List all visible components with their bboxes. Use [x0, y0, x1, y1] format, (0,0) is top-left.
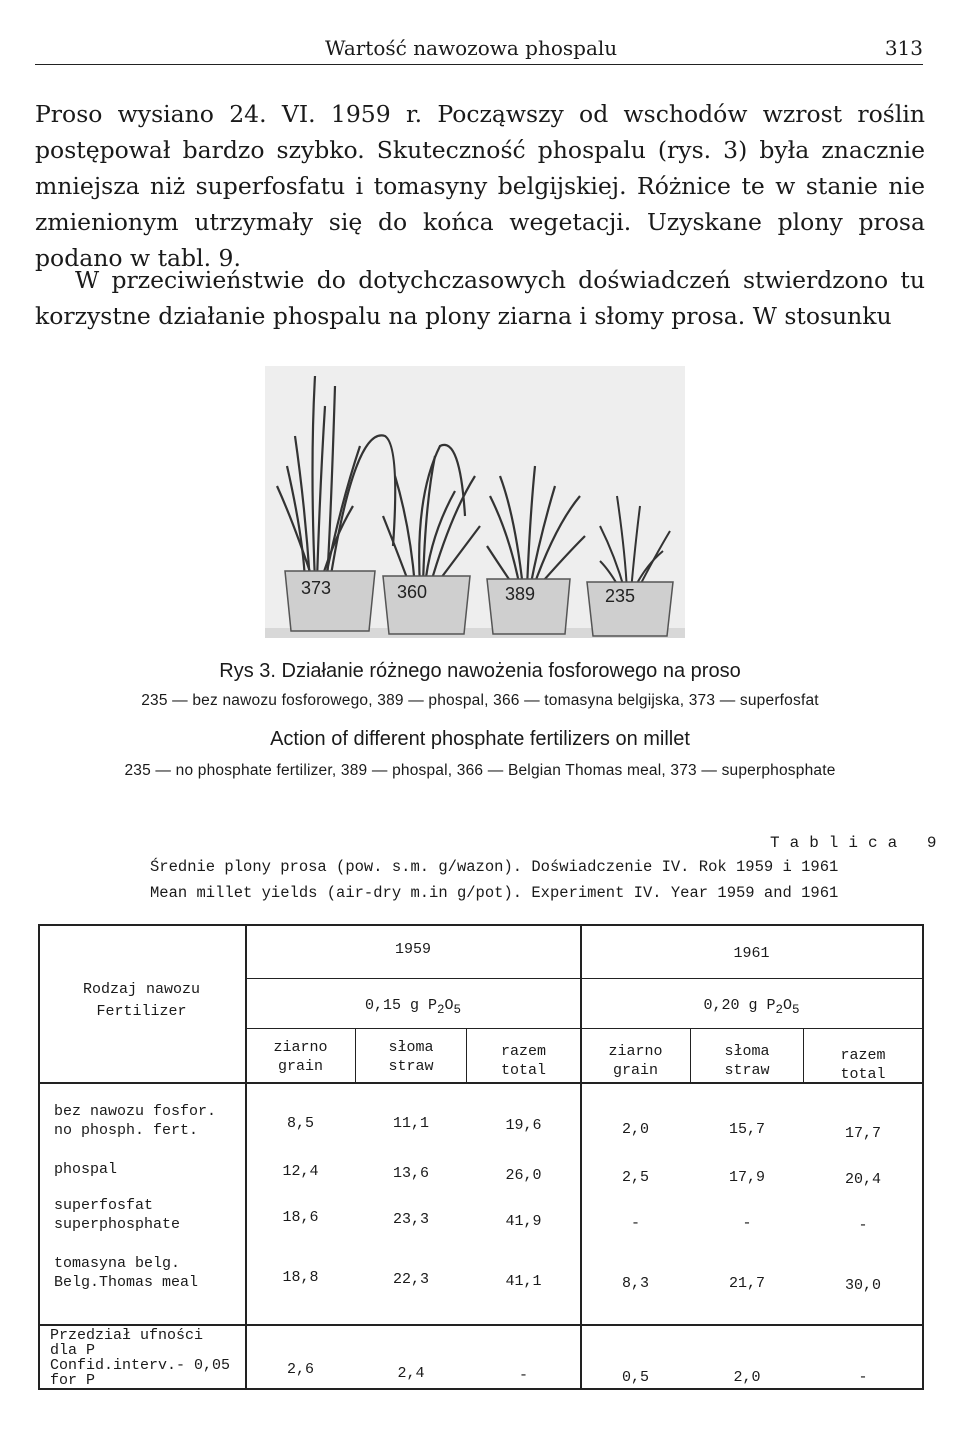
table-cell: 11,1: [392, 1115, 429, 1132]
row-label-no-p: bez nawozu fosfor. no phosph. fert.: [54, 1103, 217, 1139]
year-1959: 1959: [394, 941, 431, 958]
table-cell: 2,5: [621, 1169, 649, 1186]
table-cell: 18,8: [282, 1269, 319, 1286]
figure-caption-en: Action of different phosphate fertilizers on millet: [270, 728, 690, 750]
fertilizer-header-en: Fertilizer: [96, 1003, 187, 1020]
subcol-straw-1959: słoma straw: [388, 1039, 434, 1075]
body-paragraph-1: Proso wysiano 24. VI. 1959 r. Począwszy od wschodów wzrost roślin postępował bardzo szybko. Skuteczność phospalu (rys. 3) była znacznie mniejsza niż superfosfatu i tomasyny belgijskiej. Różnice te w stanie nie zmienionym utrzymały się do końca wegetacji. Uzyskane plony prosa podano w tabl. 9.: [35, 100, 925, 272]
table-cell: -: [630, 1215, 640, 1232]
figure-legend-en: 235 — no phosphate fertilizer, 389 — phospal, 366 — Belgian Thomas meal, 373 — superphosphate: [124, 762, 836, 779]
table-cell: 13,6: [392, 1165, 429, 1182]
table-label: Tablica 9: [770, 834, 947, 852]
table-cell: 26,0: [505, 1167, 542, 1184]
pot-label-1: 373: [301, 578, 332, 598]
fertilizer-header-pl: Rodzaj nawozu: [82, 981, 201, 998]
row-label-superphosphate: superfosfat superphosphate: [54, 1197, 181, 1233]
pot-label-4: 235: [605, 586, 636, 606]
table-cell: 0,5: [621, 1369, 649, 1386]
subcol-grain-1961: ziarno grain: [608, 1043, 663, 1079]
page-number: 313: [884, 36, 923, 60]
table-cell: 12,4: [282, 1163, 319, 1180]
table-cell: 2,6: [286, 1361, 314, 1378]
table-title-en: Mean millet yields (air-dry m.in g/pot). Experiment IV. Year 1959 and 1961: [150, 884, 839, 902]
table-cell: 22,3: [392, 1271, 429, 1288]
table-cell: 30,0: [844, 1277, 881, 1294]
figure-legend-pl: 235 — bez nawozu fosforowego, 389 — phospal, 366 — tomasyna belgijska, 373 — superfosfat: [141, 692, 819, 709]
table-cell: 23,3: [392, 1211, 429, 1228]
pot-label-2: 360: [397, 582, 428, 602]
table-cell: 20,4: [844, 1171, 881, 1188]
running-header-title: Wartość nawozowa phospalu: [325, 36, 618, 60]
table-cell: 19,6: [505, 1117, 542, 1134]
year-1961: 1961: [733, 945, 770, 962]
subcol-grain-1959: ziarno grain: [273, 1039, 328, 1075]
table-cell: 18,6: [282, 1209, 319, 1226]
table-cell: -: [518, 1367, 528, 1384]
table-cell: 21,7: [728, 1275, 765, 1292]
yield-table: [38, 924, 924, 1390]
table-cell: 2,4: [397, 1365, 425, 1382]
row-label-confidence: Przedział ufności dla P Confid.interv.- 0,05 for P: [50, 1327, 231, 1389]
table-cell: -: [858, 1217, 868, 1234]
table-cell: -: [858, 1369, 868, 1386]
table-cell: 15,7: [728, 1121, 765, 1138]
subcol-straw-1961: słoma straw: [724, 1043, 770, 1079]
table-cell: 17,7: [844, 1125, 881, 1142]
table-cell: 2,0: [733, 1369, 761, 1386]
pot-label-3: 389: [505, 584, 536, 604]
dose-1959: 0,15 g $P_2O_5$: [364, 997, 462, 1017]
body-paragraph-2: W przeciwieństwie do dotychczasowych doświadczeń stwierdzono tu korzystne działanie phospalu na plony ziarna i słomy prosa. W stosunku: [35, 266, 925, 330]
table-cell: 8,5: [286, 1115, 314, 1132]
row-label-phospal: phospal: [54, 1161, 118, 1178]
figure-photo-millet-pots: [265, 366, 685, 638]
figure-caption-pl: Rys 3. Działanie różnego nawożenia fosforowego na proso: [219, 660, 741, 682]
subcol-total-1959: razem total: [500, 1043, 546, 1079]
running-header: [35, 34, 923, 65]
table-cell: 41,9: [505, 1213, 542, 1230]
table-cell: 2,0: [621, 1121, 649, 1138]
table-title-pl: Średnie plony prosa (pow. s.m. g/wazon). Doświadczenie IV. Rok 1959 i 1961: [150, 858, 839, 876]
table-cell: -: [742, 1215, 752, 1232]
table-cell: 8,3: [621, 1275, 649, 1292]
row-label-thomas-meal: tomasyna belg. Belg.Thomas meal: [54, 1255, 199, 1291]
dose-1961: 0,20 g $P_2O_5$: [703, 997, 800, 1017]
table-cell: 41,1: [505, 1273, 542, 1290]
table-cell: 17,9: [728, 1169, 765, 1186]
subcol-total-1961: razem total: [840, 1047, 886, 1083]
millet-plants-illustration: [265, 366, 685, 638]
